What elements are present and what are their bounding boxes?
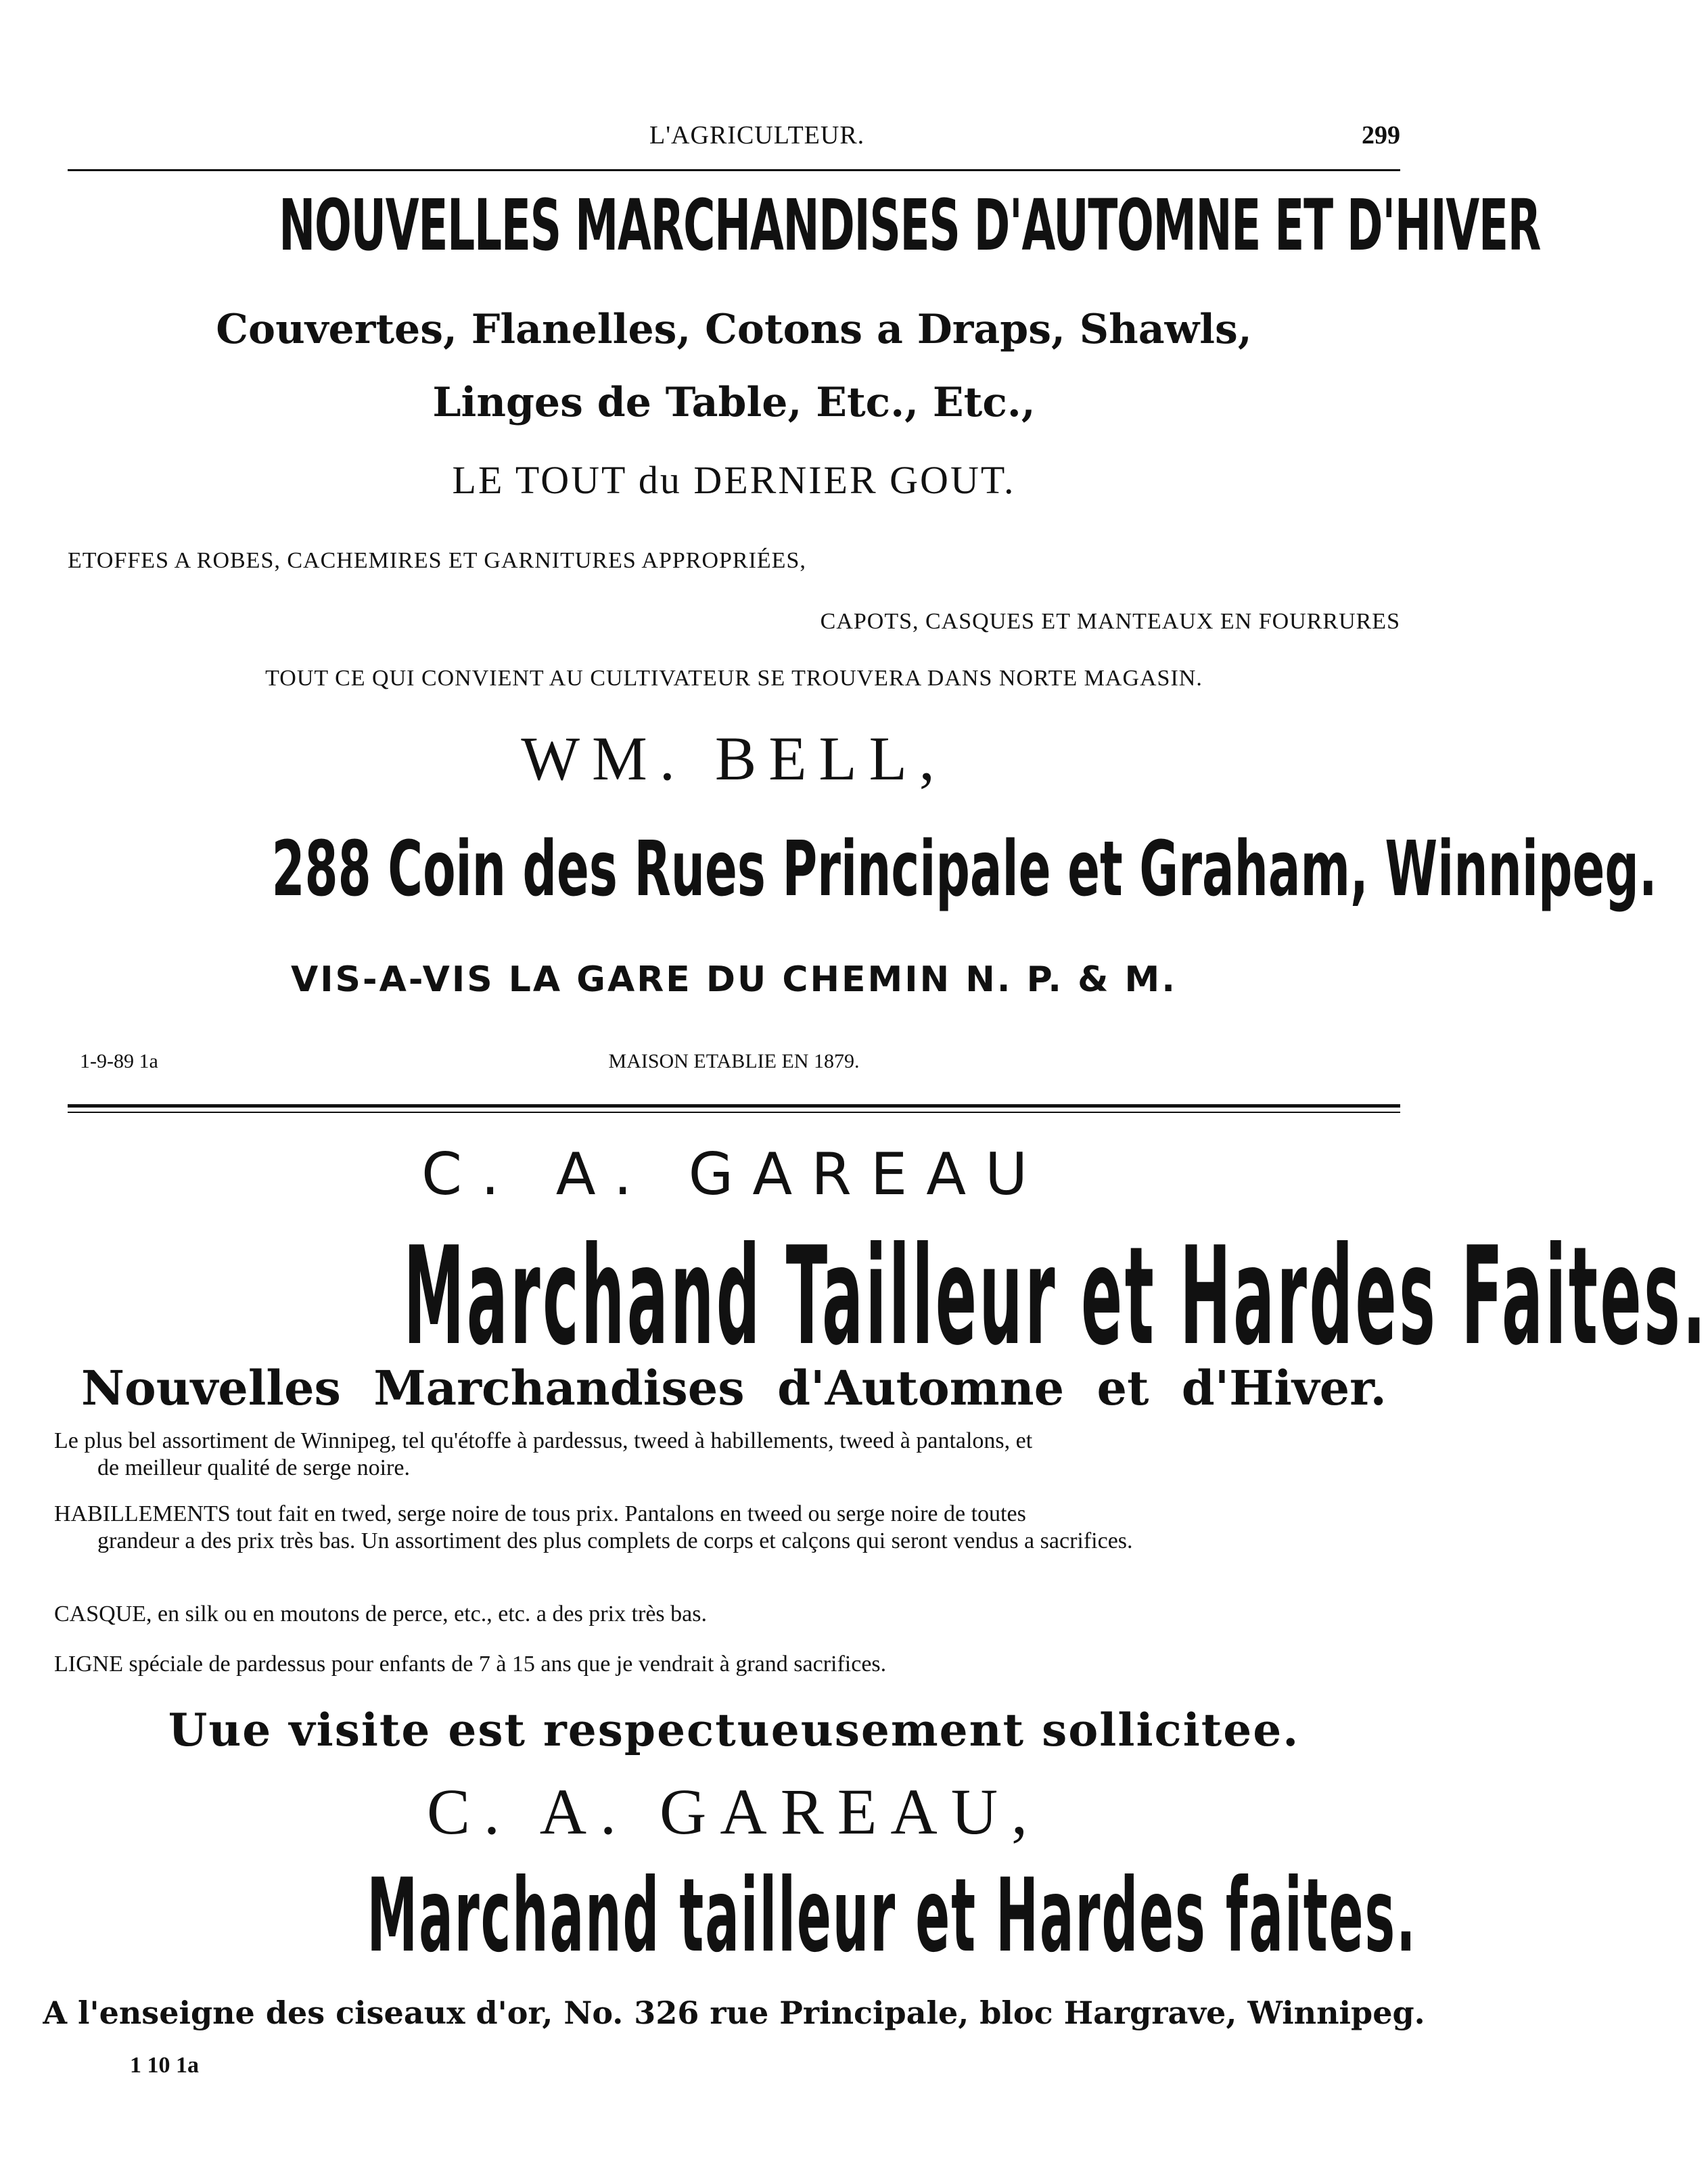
gareau-ad-name-repeat: C. A. GAREAU, [426,1775,1042,1848]
gareau-ad-subtitle: Nouvelles Marchandises d'Automne et d'Hiver. [81,1360,1387,1416]
bell-ad-tagline: LE TOUT du DERNIER GOUT. [452,458,1016,502]
gareau-ad-headline-repeat: Marchand tailleur et Hardes faites. [367,1857,1417,1975]
bell-ad-tout-line: TOUT CE QUI CONVIENT AU CULTIVATEUR SE TROUVERA DANS NORTE MAGASIN. [265,666,1203,691]
gareau-ad-visit-line: Uue visite est respectueusement sollicitee. [168,1704,1300,1756]
bell-ad-vis-a-vis: VIS-A-VIS LA GARE DU CHEMIN N. P. & M. [290,959,1178,1000]
gareau-ad-paragraph-3: CASQUE, en silk ou en moutons de perce, etc., etc. a des prix très bas. [54,1601,707,1627]
gareau-ad-paragraph-1-first: Le plus bel assortiment de Winnipeg, tel qu'étoffe à pardessus, tweed à habillements, tweed à pantalons, et [54,1428,1033,1453]
gareau-ad-paragraph-2-first: HABILLEMENTS tout fait en twed, serge noire de tous prix. Pantalons en tweed ou serge noire de toutes [54,1501,1026,1526]
bell-ad-headline: NOUVELLES MARCHANDISES D'AUTOMNE ET D'HIVER [279,184,1541,267]
bell-ad-goods-line-2: Linges de Table, Etc., Etc., [432,379,1036,426]
gareau-ad-paragraph-2 [54,1501,1407,1555]
gareau-ad-headline: Marchand Tailleur et Hardes Faites. [403,1218,1708,1375]
gareau-ad-code: 1 10 1a [130,2053,199,2078]
bell-ad-merchant-name: WM. BELL, [521,724,947,793]
bell-ad-goods-line-1: Couvertes, Flanelles, Cotons a Draps, Shawls, [216,306,1252,353]
bell-ad-etoffes-line: ETOFFES A ROBES, CACHEMIRES ET GARNITURES APPROPRIÉES, [68,548,806,573]
section-divider-thick [68,1104,1400,1108]
gareau-ad-name: C. A. GAREAU [421,1141,1047,1208]
gareau-ad-paragraph-2-cont: grandeur a des prix très bas. Un assortiment des plus complets de corps et calçons qui seront vendus a sacrifices. [97,1528,1133,1553]
bell-ad-address: 288 Coin des Rues Principale et Graham, Winnipeg. [271,825,1657,913]
gareau-ad-address: A l'enseigne des ciseaux d'or, No. 326 rue Principale, bloc Hargrave, Winnipeg. [43,1995,1425,2031]
gareau-ad-paragraph-1-cont: de meilleur qualité de serge noire. [97,1455,410,1480]
section-divider-thin [68,1112,1400,1113]
page-number: 299 [1362,121,1400,150]
bell-ad-established: MAISON ETABLIE EN 1879. [608,1050,860,1072]
bell-ad-capots-line: CAPOTS, CASQUES ET MANTEAUX EN FOURRURES [820,609,1400,634]
running-header-title: L'AGRICULTEUR. [649,121,865,150]
gareau-ad-paragraph-1 [54,1428,1407,1482]
header-rule [68,169,1400,171]
gareau-ad-paragraph-4: LIGNE spéciale de pardessus pour enfants de 7 à 15 ans que je vendrait à grand sacrifices. [54,1652,887,1677]
bell-ad-code: 1-9-89 1a [80,1050,158,1072]
